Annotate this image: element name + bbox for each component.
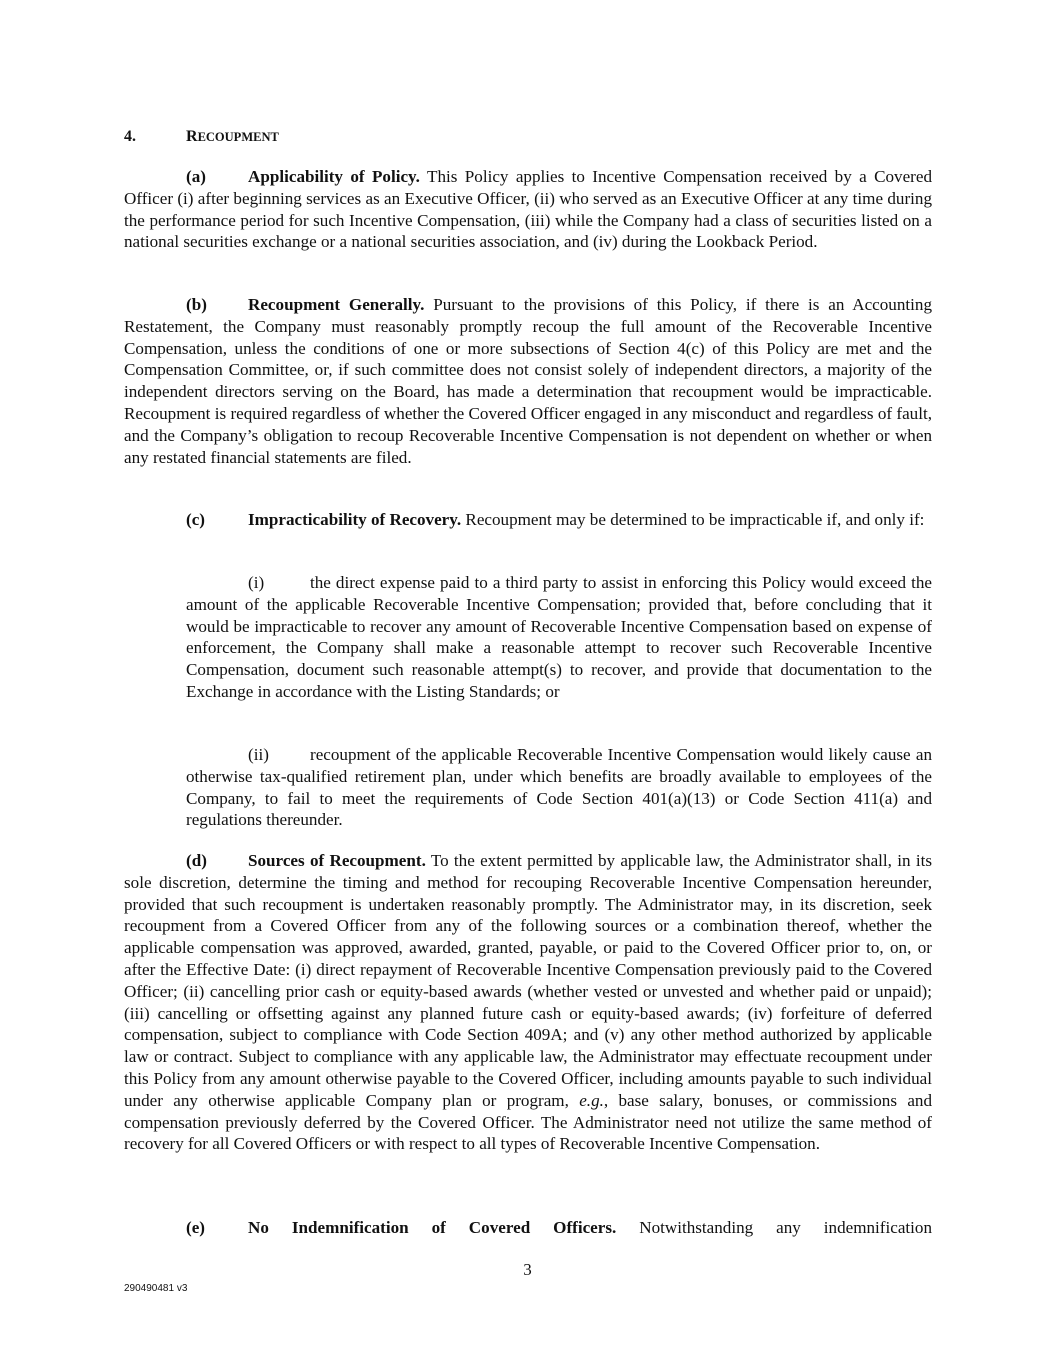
paragraph-e-title: No Indemnification of Covered Officers. — [248, 1218, 617, 1237]
paragraph-b-text: Pursuant to the provisions of this Policy, if there is an Accounting Restatement, the Company must reasonably promptly recoup the full amount of the Recoverable Incentive Compensation, unless the conditions of one or more subsections of Section 4(c) of this Policy are met and the Compensation Committee, or, if such committee does not consist solely of independent directors, a majority of the independent directors serving on the Board, has made a determination that recoupment would be impracticable. Recoupment is required regardless of whether the Covered Officer engaged in any misconduct and regardless of fault, and the Company’s obligation to recoup Recoverable Incentive Compensation is not dependent on whether or when any restated financial statements are filed. — [124, 295, 932, 467]
paragraph-e-text: Notwithstanding any indemnification — [616, 1218, 933, 1237]
section-title-initial: R — [186, 128, 198, 145]
document-id: 290490481 v3 — [124, 1283, 188, 1294]
subparagraph-c-ii-text: recoupment of the applicable Recoverable Incentive Compensation would likely cause an otherwise tax-qualified retirement plan, under which benefits are broadly available to employees of the Company, to fail to meet the requirements of Code Section 401(a)(13) or Code Section 411(a) and regulations thereunder. — [186, 745, 932, 830]
paragraph-c-title: Impracticability of Recovery. — [248, 510, 462, 529]
paragraph-d-label: (d) — [186, 851, 207, 870]
paragraph-b-label: (b) — [186, 295, 207, 314]
section-number: 4. — [124, 128, 136, 145]
paragraph-a-label: (a) — [186, 167, 206, 186]
page-number: 3 — [523, 1260, 532, 1279]
section-title-rest: ECOUPMENT — [197, 130, 279, 144]
paragraph-a-text: This Policy applies to Incentive Compensation received by a Covered Officer (i) after beginning services as an Executive Officer, (ii) who served as an Executive Officer at any time during the performance period for such Incentive Compensation, (iii) while the Company had a class of securities listed on a national securities exchange or a national securities association, and (iv) during the Lookback Period. — [124, 167, 932, 252]
paragraph-d-text-2: , base salary, bonuses, or commissions and compensation previously deferred by the Covered Officer. The Administrator need not utilize the same method of recovery for all Covered Officers or with respect to all types of Recoverable Incentive Compensation. — [124, 1090, 932, 1154]
paragraph-c-label: (c) — [186, 510, 205, 529]
paragraph-e — [124, 1217, 932, 1239]
paragraph-d-text-italic: e.g. — [579, 1090, 604, 1110]
paragraph-c — [124, 509, 932, 531]
paragraph-d — [124, 850, 932, 1155]
paragraph-d-text-1: To the extent permitted by applicable law, the Administrator shall, in its sole discretion, determine the timing and method for recouping Recoverable Incentive Compensation hereunder, provided that such recoupment is undertaken reasonably promptly. The Administrator may, in its discretion, seek recoupment from a Covered Officer from any of the following sources or a combination thereof, whether the applicable compensation was approved, awarded, granted, payable, or paid to the Covered Officer prior to, on, or after the Effective Date: (i) direct repayment of Recoverable Incentive Compensation previously paid to the Covered Officer; (ii) cancelling prior cash or equity-based awards (whether vested or unvested and whether paid or unpaid); (iii) cancelling or offsetting against any planned future cash or equity-based awards; (iv) forfeiture of deferred compensation, subject to compliance with Code Section 409A; and (v) any other method authorized by applicable law or contract. Subject to compliance with any applicable law, the Administrator may effectuate recoupment under this Policy from any amount otherwise payable to the Covered Officer, including amounts payable to such individual under any otherwise applicable Company plan or program, — [124, 851, 932, 1110]
paragraph-a-title: Applicability of Policy. — [248, 167, 420, 186]
paragraph-b — [124, 294, 932, 468]
subparagraph-c-i-text: the direct expense paid to a third party to assist in enforcing this Policy would exceed the amount of the applicable Recoverable Incentive Compensation; provided that, before concluding that it would be impracticable to recover any amount of Recoverable Incentive Compensation based on expense of enforcement, the Company shall make a reasonable attempt to recover such Recoverable Incentive Compensation, document such reasonable attempt(s) to recover, and provide that documentation to the Exchange in accordance with the Listing Standards; or — [186, 573, 932, 701]
subparagraph-c-ii — [186, 744, 932, 831]
paragraph-e-label: (e) — [186, 1218, 205, 1237]
subparagraph-c-ii-label: (ii) — [248, 745, 269, 764]
paragraph-a — [124, 166, 932, 253]
subparagraph-c-i-label: (i) — [248, 573, 265, 592]
subparagraph-c-i — [186, 572, 932, 703]
section-heading — [124, 126, 279, 149]
paragraph-c-text: Recoupment may be determined to be impracticable if, and only if: — [461, 510, 925, 529]
paragraph-b-title: Recoupment Generally. — [248, 295, 425, 314]
paragraph-d-title: Sources of Recoupment. — [248, 851, 426, 870]
